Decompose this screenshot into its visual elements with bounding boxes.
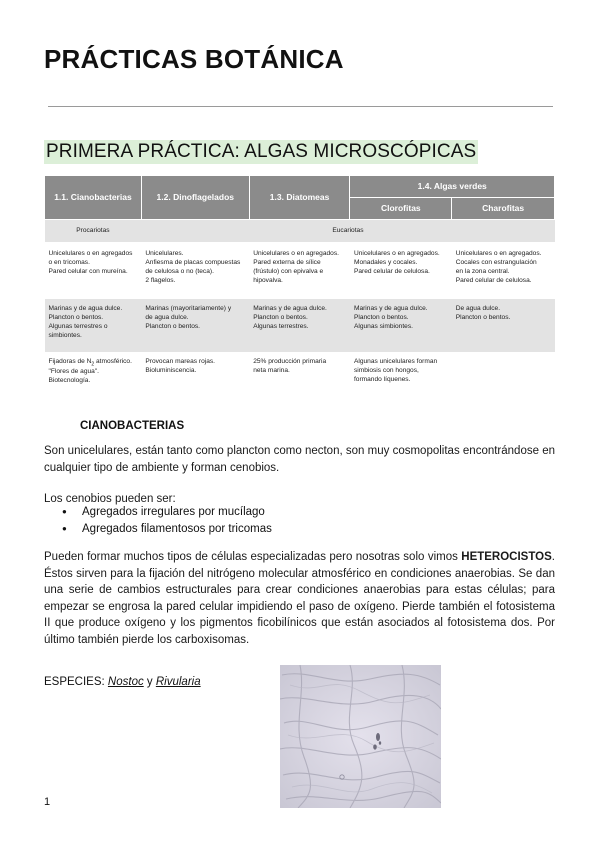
table-row <box>45 242 555 299</box>
species-nostoc: Nostoc <box>107 676 144 688</box>
table-cell: Marinas y de agua dulce. Plancton o bentos. Algunas terrestres o simbiontes. <box>45 299 142 352</box>
table-cell: Unicelulares. Anfiesma de placas compuestas de celulosa o no (teca). 2 flagelos. <box>141 242 249 299</box>
list-item: ● Agregados filamentosos por tricomas <box>62 521 272 538</box>
species-rivularia: Rivularia <box>155 676 201 688</box>
table-cell: Unicelulares o en agregados. Cocales con estrangulación en la zona central. Pared celular de celulosa. <box>452 242 555 299</box>
table-cell: Marinas y de agua dulce. Plancton o bentos. Algunas terrestres. <box>249 299 350 352</box>
cianobacterias-heading: CIANOBACTERIAS <box>80 420 185 432</box>
band-procariotas: Procariotas <box>45 220 142 243</box>
table-cell: De agua dulce. Plancton o bentos. <box>452 299 555 352</box>
cenobios-list <box>62 504 272 537</box>
table-row <box>45 299 555 352</box>
table-row <box>45 352 555 397</box>
table-cell: Fijadoras de $N_2$ atmosférico. "Flores de agua". Biotecnología. <box>45 352 142 397</box>
cianobacterias-intro: Son unicelulares, están tanto como plancton como necton, son muy cosmopolitas encontrándose en cualquier tipo de ambiente y forman cenobios. <box>44 445 555 474</box>
table-cell-empty <box>452 352 555 397</box>
header-charofitas: Charofitas <box>452 198 555 220</box>
header-clorofitas: Clorofitas <box>350 198 452 220</box>
table-header-row <box>45 176 555 198</box>
table-cell: Unicelulares o en agregados o en tricomas. Pared celular con mureína. <box>45 242 142 299</box>
cenobios-intro: Los cenobios pueden ser: <box>44 493 176 505</box>
band-eucariotas: Eucariotas <box>141 220 554 243</box>
page-number: 1 <box>44 796 51 808</box>
table-cell: Marinas y de agua dulce. Plancton o bentos. Algunas simbiontes. <box>350 299 452 352</box>
species-line: ESPECIES: Nostoc y Rivularia <box>44 676 201 688</box>
section-title: PRIMERA PRÁCTICA: ALGAS MICROSCÓPICAS <box>46 141 477 162</box>
table-cell: Unicelulares o en agregados. Monadales y cocales. Pared celular de celulosa. <box>350 242 452 299</box>
table-band-row <box>45 220 555 243</box>
table-cell: 25% producción primaria neta marina. <box>249 352 350 397</box>
header-algas-verdes: 1.4. Algas verdes <box>350 176 555 198</box>
heterocistos-paragraph: Pueden formar muchos tipos de células especializadas pero nosotras solo vimos HETEROCISTOS. Éstos sirven para la fijación del nitrógeno molecular atmosférico en condiciones anaerobias. Se dan una serie de cambios estructurales para crear condiciones anaerobias para estas células; para empezar se engrosa la pared celular impidiendo el paso de oxígeno. Pierde también el fotosistema II que produce oxígeno y los pigmentos ficobilínicos que están asociados al fotosistema dos. Por último también pierde los carboxisomas. <box>44 551 555 646</box>
title-divider <box>48 106 553 107</box>
list-item: ● Agregados irregulares por mucílago <box>62 504 272 521</box>
table-cell: Marinas (mayoritariamente) y de agua dulce. Plancton o bentos. <box>141 299 249 352</box>
microscope-photo <box>280 665 441 808</box>
header-cianobacterias: 1.1. Cianobacterias <box>45 176 142 220</box>
header-dinoflagelados: 1.2. Dinoflagelados <box>141 176 249 220</box>
table-cell: Algunas unicelulares forman simbiosis con hongos, formando líquenes. <box>350 352 452 397</box>
table-cell: Unicelulares o en agregados. Pared externa de sílice (frústulo) con epivalva e hipovalva. <box>249 242 350 299</box>
header-diatomeas: 1.3. Diatomeas <box>249 176 350 220</box>
table-cell: Provocan mareas rojas. Bioluminiscencia. <box>141 352 249 397</box>
algae-comparison-table <box>44 175 555 397</box>
heterocistos-term: HETEROCISTOS <box>461 551 552 563</box>
page-title: PRÁCTICAS BOTÁNICA <box>44 44 344 74</box>
